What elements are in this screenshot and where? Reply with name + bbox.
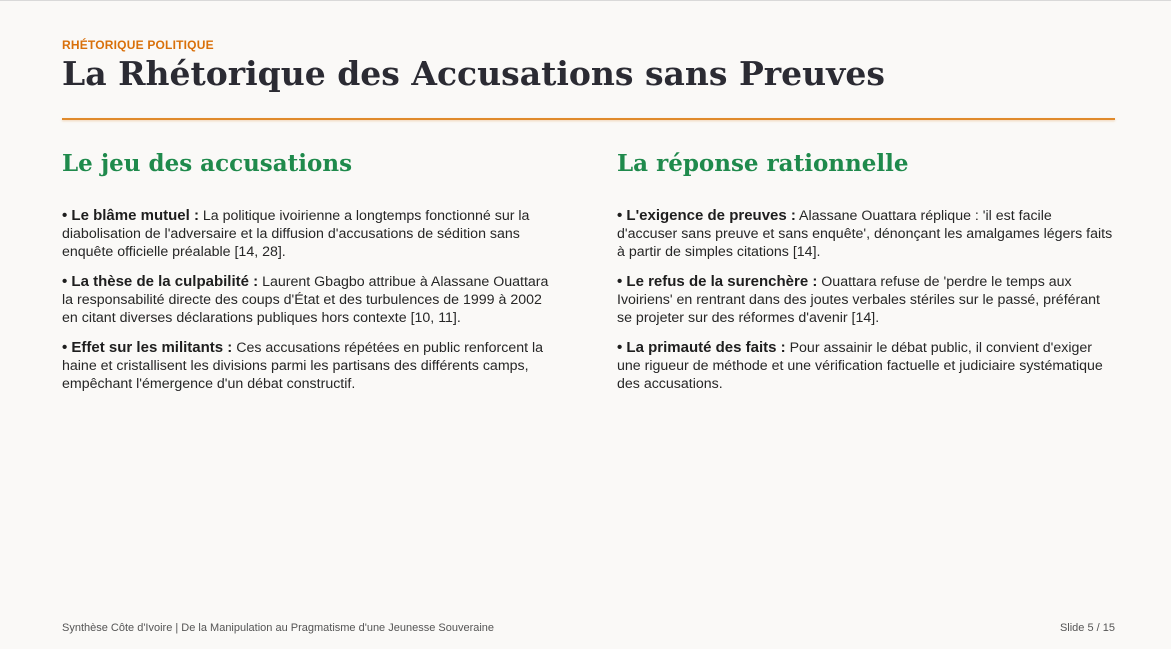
bullet-item [617,273,1113,327]
bullet-item [617,207,1113,261]
bullet-lead: • Le blâme mutuel : [62,207,199,224]
bullet-lead: • La primauté des faits : [617,339,786,356]
bullet-lead: • L'exigence de preuves : [617,207,796,224]
bullet-lead: • Effet sur les militants : [62,339,233,356]
bullet-lead: • La thèse de la culpabilité : [62,273,259,290]
bullet-item [62,207,558,261]
bullet-item [62,273,558,327]
left-column-heading: Le jeu des accusations [62,150,353,177]
bullet-text: Alassane Ouattara réplique : 'il est facile d'accuser sans preuve et sans enquête', dénonçant les amalgames légers faits à partir de simples citations [14]. [617,208,1113,260]
right-column-heading: La réponse rationnelle [617,150,909,177]
bullet-text: Ces accusations répétées en public renforcent la haine et cristallisent les divisions parmi les partisans des différents camps, empêchant l'émergence d'un débat constructif. [62,340,544,392]
bullet-item [62,339,558,393]
bullet-text: Laurent Gbagbo attribue à Alassane Ouattara la responsabilité directe des coups d'État et des turbulences de 1999 à 2002 en citant diverses déclarations publiques hors contexte [10, 11]. [62,274,549,326]
bullet-item [617,339,1113,393]
footer-deck-title: Synthèse Côte d'Ivoire | De la Manipulation au Pragmatisme d'une Jeunesse Souveraine [62,622,495,634]
bullet-text: La politique ivoirienne a longtemps fonctionné sur la diabolisation de l'adversaire et la diffusion d'accusations de sédition sans enquête officielle préalable [14, 28]. [62,208,530,260]
bullet-text: Ouattara refuse de 'perdre le temps aux Ivoiriens' en rentrant dans des joutes verbales stériles sur le passé, préférant se projeter sur des réformes d'avenir [14]. [617,274,1100,326]
title-divider [62,118,1115,120]
footer-slide-number: Slide 5 / 15 [1059,622,1115,634]
section-kicker: RHÉTORIQUE POLITIQUE [62,38,214,52]
bullet-lead: • Le refus de la surenchère : [617,273,818,290]
right-column [617,147,1113,405]
slide-title: La Rhétorique des Accusations sans Preuves [62,54,885,93]
left-column [62,147,558,405]
bullet-text: Pour assainir le débat public, il convient d'exiger une rigueur de méthode et une vérification factuelle et judiciaire systématique des accusations. [617,340,1103,392]
